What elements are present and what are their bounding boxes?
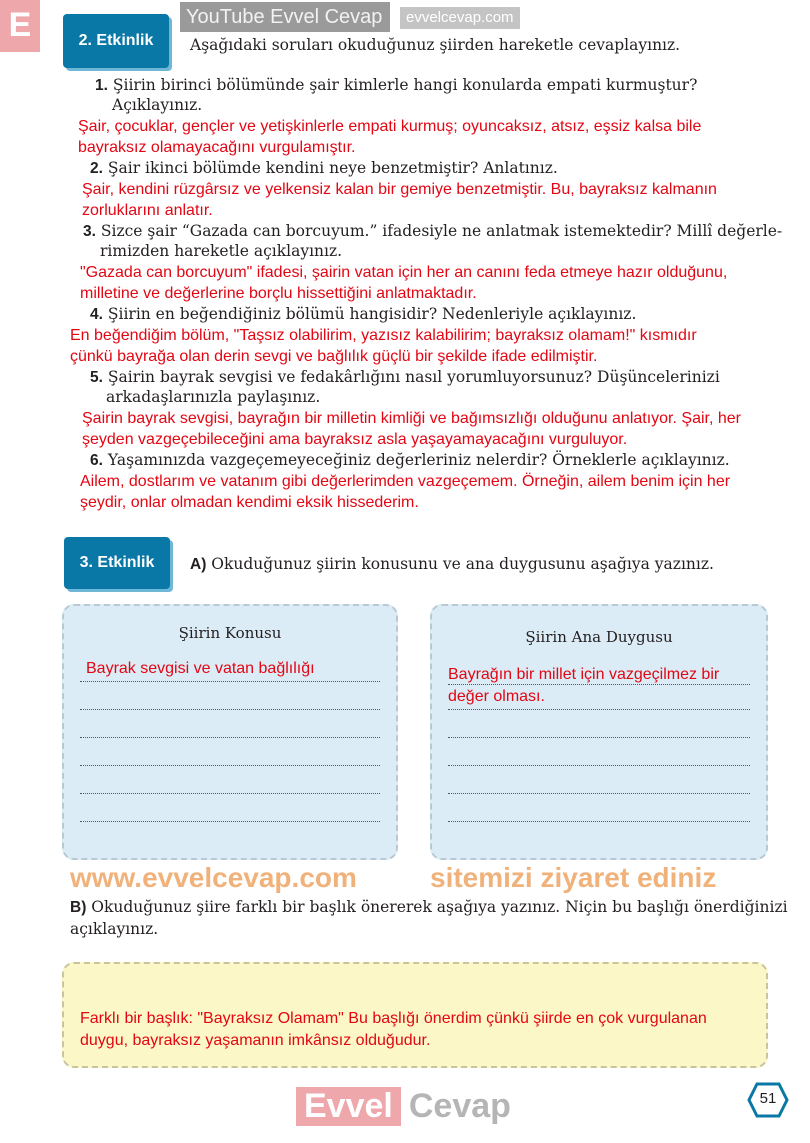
part-b-prompt-cont: açıklayınız.: [70, 920, 159, 938]
answer-5-line-1: Şairin bayrak sevgisi, bayrağın bir milletin kimliği ve bağımsızlığı olduğunu anlatıyor. Şair, her: [82, 410, 741, 427]
question-6: 6. Yaşamınızda vazgeçemeyeceğiniz değerleriniz nelerdir? Örneklerle açıklayınız.: [90, 451, 730, 469]
answer-6-line-1: Ailem, dostlarım ve vatanım gibi değerlerimden vazgeçemem. Örneğin, ailem benim için her: [80, 473, 731, 490]
question-1-cont: Açıklayınız.: [112, 96, 203, 114]
question-3: 3. Sizce şair “Gazada can borcuyum.” ifadesiyle ne anlatmak istemektedir? Millî değerle-: [83, 222, 783, 240]
question-3-cont: rimizden hareketle açıklayınız.: [100, 242, 343, 260]
question-4: 4. Şiirin en beğendiğiniz bölümü hangisidir? Nedenleriyle açıklayınız.: [90, 305, 637, 323]
answer-3-line-1: "Gazada can borcuyum" ifadesi, şairin vatan için her an canını feda etmeye hazır olduğunu,: [80, 264, 728, 281]
watermark-url: www.evvelcevap.com: [70, 862, 357, 893]
answer-4-line-1: En beğendiğim bölüm, "Taşsız olabilirim, yazısız kalabilirim; bayraksız olamam!" kısmıdır: [70, 327, 697, 344]
activity-3-label: 3. Etkinlik: [79, 554, 155, 571]
logo-watermark-top: E: [0, 0, 40, 52]
activity-2-badge: [63, 14, 169, 68]
logo-watermark-bottom: Evvel Cevap: [296, 1083, 511, 1129]
activity-2-label: 2. Etkinlik: [78, 32, 154, 49]
question-1: 1. Şiirin birinci bölümünde şair kimlerle hangi konularda empati kurmuştur?: [95, 76, 698, 94]
question-5-cont: arkadaşlarınızla paylaşınız.: [106, 388, 321, 406]
answer-6-line-2: şeydir, onlar olmadan kendimi eksik hissederim.: [80, 494, 419, 511]
topic-box: [62, 604, 398, 860]
question-2: 2. Şair ikinci bölümde kendini neye benzetmiştir? Anlatınız.: [90, 159, 558, 177]
title-answer-box: [62, 962, 768, 1068]
answer-2-line-2: zorluklarını anlatır.: [82, 202, 213, 219]
page-number: 51: [747, 1082, 789, 1118]
answer-4-line-2: çünkü bayrağa olan derin sevgi ve bağlılık güçlü bir şekilde ifade edilmiştir.: [70, 348, 598, 365]
youtube-watermark: YouTube Evvel Cevap: [180, 2, 390, 32]
title-answer-line-1: Farklı bir başlık: "Bayraksız Olamam" Bu başlığı önerdim çünkü şiirde en çok vurgulanan: [80, 1010, 707, 1027]
url-watermark: evvelcevap.com: [400, 7, 520, 29]
answer-1-line-2: bayraksız olamayacağını vurgulamıştır.: [78, 139, 356, 156]
answer-5-line-2: şeyden vazgeçebileceğini ama bayraksız asla yaşayamayacağını vurguluyor.: [82, 431, 628, 448]
activity-3-badge: [64, 537, 170, 589]
part-b-prompt: B) Okuduğunuz şiire farklı bir başlık önererek aşağıya yazınız. Niçin bu başlığı önerdiğinizi: [70, 898, 788, 916]
section2-instruction: Aşağıdaki soruları okuduğunuz şiirden hareketle cevaplayınız.: [190, 36, 681, 54]
answer-3-line-2: milletine ve değerlerine borçlu hissettiğini anlatmaktadır.: [80, 285, 477, 302]
question-5: 5. Şairin bayrak sevgisi ve fedakârlığını nasıl yorumluyorsunuz? Düşüncelerinizi: [90, 368, 720, 386]
topic-box-title: Şiirin Konusu: [178, 624, 282, 642]
answer-2-line-1: Şair, kendini rüzgârsız ve yelkensiz kalan bir gemiye benzetmiştir. Bu, bayraksız kalmanın: [82, 181, 717, 198]
emotion-box-title: Şiirin Ana Duygusu: [525, 628, 673, 646]
watermark-visit: sitemizi ziyaret ediniz: [430, 862, 717, 893]
topic-answer: Bayrak sevgisi ve vatan bağlılığı: [86, 660, 315, 677]
title-answer-line-2: duygu, bayraksız yaşamanın imkânsız olduğudur.: [80, 1032, 431, 1049]
part-a-prompt: A) Okuduğunuz şiirin konusunu ve ana duygusunu aşağıya yazınız.: [190, 555, 714, 573]
emotion-answer-line-2: değer olması.: [448, 688, 545, 705]
answer-1-line-1: Şair, çocuklar, gençler ve yetişkinlerle empati kurmuş; oyuncaksız, atsız, eşsiz kalsa bile: [78, 118, 702, 135]
emotion-answer-line-1: Bayrağın bir millet için vazgeçilmez bir: [448, 666, 720, 683]
emotion-box: [430, 604, 768, 860]
